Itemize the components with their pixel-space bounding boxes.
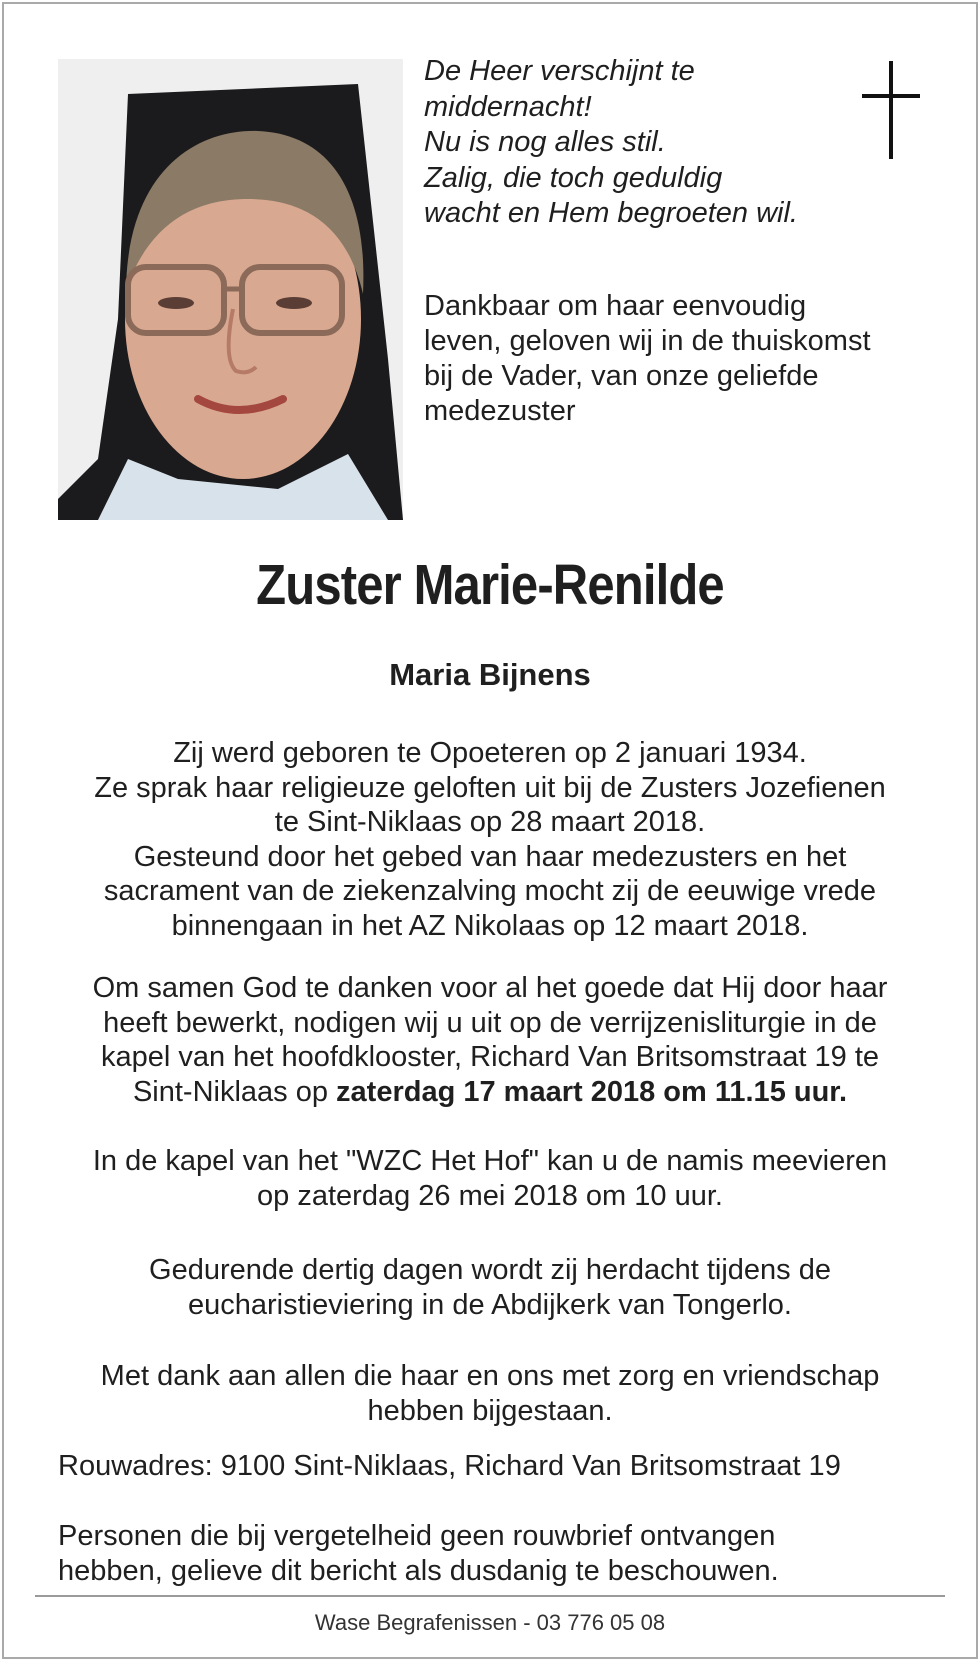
poem-line: middernacht!: [424, 90, 592, 123]
liturgy-line: Om samen God te danken voor al het goede dat Hij door haar: [92, 972, 888, 1004]
biography: [0, 736, 980, 943]
bio-line: Ze sprak haar religieuze geloften uit bij de Zusters Jozefienen: [94, 771, 886, 804]
footer-credit: Wase Begrafenissen - 03 776 05 08: [314, 1610, 666, 1635]
bio-line: Gesteund door het gebed van haar medezusters en het: [133, 840, 847, 873]
liturgy-line: [0, 1075, 980, 1110]
deceased-name: Zuster Marie-Renilde: [256, 553, 724, 617]
portrait-image: [58, 59, 403, 520]
thanks-notice: [0, 1359, 980, 1428]
bio-line: sacrament van de ziekenzalving mocht zij de eeuwige vrede: [103, 875, 877, 907]
notice-line: Personen die bij vergetelheid geen rouwbrief ontvangen: [58, 1520, 776, 1552]
liturgy-invitation: [0, 971, 980, 1109]
poem-line: Zalig, die toch geduldig: [424, 161, 723, 194]
intro-line: leven, geloven wij in de thuiskomst: [424, 325, 871, 357]
liturgy-place: Sint-Niklaas op: [132, 1075, 337, 1108]
poem-line: wacht en Hem begroeten wil.: [424, 197, 798, 229]
notice-line: hebben, gelieve dit bericht als dusdanig te beschouwen.: [58, 1554, 779, 1587]
liturgy-line: heeft bewerkt, nodigen wij u uit op de verrijzenisliturgie in de: [103, 1006, 877, 1039]
portrait-photo: [58, 59, 403, 520]
address-line: Rouwadres: 9100 Sint-Niklaas, Richard Van Britsomstraat 19: [58, 1450, 841, 1482]
intro-line: Dankbaar om haar eenvoudig: [424, 290, 807, 322]
namis-notice: [0, 1144, 980, 1213]
poem-line: Nu is nog alles stil.: [424, 126, 666, 158]
poem: [424, 54, 844, 232]
civil-name: Maria Bijnens: [389, 657, 591, 692]
remembrance-notice: [0, 1253, 980, 1322]
remembrance-line: eucharistieviering in de Abdijkerk van Tongerlo.: [188, 1288, 792, 1321]
liturgy-date-time: zaterdag 17 maart 2018 om 11.15 uur.: [336, 1075, 848, 1108]
bio-line: te Sint-Niklaas op 28 maart 2018.: [274, 806, 706, 838]
thanks-line: hebben bijgestaan.: [367, 1394, 613, 1427]
thanks-line: Met dank aan allen die haar en ons met zorg en vriendschap: [100, 1360, 880, 1392]
intro-line: bij de Vader, van onze geliefde: [424, 360, 819, 392]
remembrance-line: Gedurende dertig dagen wordt zij herdacht tijdens de: [149, 1254, 831, 1286]
liturgy-line: kapel van het hoofdklooster, Richard Van Britsomstraat 19 te: [100, 1041, 880, 1073]
bio-line: binnengaan in het AZ Nikolaas op 12 maart 2018.: [171, 909, 809, 942]
mourning-address: [58, 1449, 958, 1484]
closing-notice: [58, 1519, 958, 1588]
intro-text: [424, 289, 934, 429]
poem-line: De Heer verschijnt te: [424, 55, 695, 87]
bio-line: Zij werd geboren te Opoeteren op 2 januari 1934.: [173, 737, 807, 769]
namis-line: op zaterdag 26 mei 2018 om 10 uur.: [257, 1179, 723, 1212]
namis-line: In de kapel van het "WZC Het Hof" kan u de namis meevieren: [92, 1145, 888, 1177]
intro-line: medezuster: [424, 395, 576, 427]
footer-divider: [35, 1595, 945, 1597]
latin-cross-icon: [862, 61, 920, 159]
